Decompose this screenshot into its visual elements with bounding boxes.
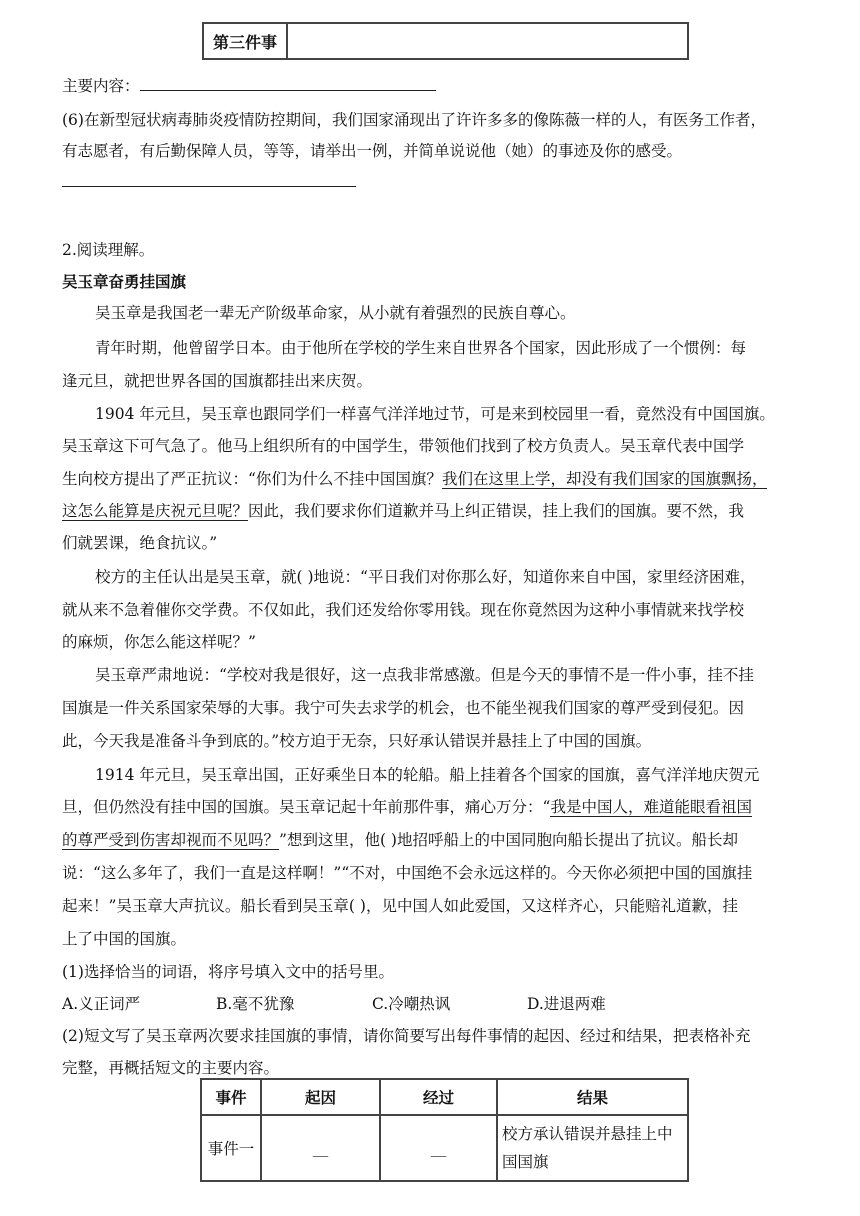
event3-label: 第三件事	[203, 23, 287, 59]
passage-p2-l1: 青年时期，他曾留学日本。由于他所在学校的学生来自世界各个国家，因此形成了一个惯例：每	[95, 339, 747, 357]
passage-p3-l2: 吴玉章这下可气急了。他马上组织所有的中国学生，带领他们找到了校方负责人。吴玉章代表中国学	[62, 437, 745, 455]
q6-line-2: 有志愿者，有后勤保障人员，等等，请举出一例，并简单说说他（她）的事迹及你的感受。	[62, 142, 683, 160]
passage-p6-l1: 1914 年元旦，吴玉章出国，正好乘坐日本的轮船。船上挂着各个国家的国旗，喜气洋洋地庆贺元	[95, 766, 760, 784]
q1-option-c: C.冷嘲热讽	[372, 995, 451, 1013]
passage-p4-l3: 的麻烦，你怎么能这样呢？”	[62, 633, 256, 651]
header-result: 结果	[497, 1079, 688, 1115]
passage-p3-l4	[62, 501, 744, 521]
passage-p6-l4: 说：“这么多年了，我们一直是这样啊！”“不对，中国绝不会永远这样的。今天你必须把中国的国旗挂	[62, 864, 753, 882]
q2-line-1: (2)短文写了吴玉章两次要求挂国旗的事情，请你简要写出每件事情的起因、经过和结果，把表格补充	[62, 1027, 751, 1045]
row1-result-line2: 国国旗	[502, 1153, 549, 1171]
underlined-sentence-1b: 这怎么能算是庆祝元旦呢？	[62, 502, 249, 520]
passage-p5-l1: 吴玉章严肃地说：“学校对我是很好，这一点我非常感激。但是今天的事情不是一件小事，挂不挂	[95, 666, 754, 684]
passage-p3-l3	[62, 469, 767, 489]
passage-title: 吴玉章奋勇挂国旗	[62, 273, 187, 291]
passage-p3-l4-text: 因此，我们要求你们道歉并马上纠正错误，挂上我们的国旗。要不然，我	[248, 502, 745, 520]
section-heading: 2.阅读理解。	[62, 241, 155, 259]
header-event: 事件	[201, 1079, 261, 1115]
q1-option-a: A.义正词严	[62, 995, 141, 1013]
passage-p3-l5: 们就罢课，绝食抗议。”	[62, 534, 218, 552]
passage-p6-l3	[62, 830, 738, 850]
passage-p6-l6: 上了中国的国旗。	[62, 930, 187, 948]
passage-p5-l3: 此，今天我是准备斗争到底的。”校方迫于无奈，只好承认错误并悬挂上了中国的国旗。	[62, 732, 652, 750]
row1-cause-blank[interactable]: __	[261, 1115, 380, 1181]
main-content-blank[interactable]	[140, 76, 436, 91]
q2-line-2: 完整，再概括短文的主要内容。	[62, 1059, 280, 1077]
passage-p6-l2-text: 旦，但仍然没有挂中国的国旗。吴玉章记起十年前那件事，痛心万分：“	[62, 798, 551, 816]
events-table	[200, 1078, 689, 1182]
event3-answer-cell[interactable]	[287, 23, 688, 59]
header-process: 经过	[380, 1079, 497, 1115]
underlined-sentence-2b: 的尊严受到伤害却视而不见吗？	[62, 831, 280, 849]
row1-result	[497, 1115, 688, 1181]
q6-line-1: (6)在新型冠状病毒肺炎疫情防控期间，我们国家涌现出了许许多多的像陈薇一样的人，有医务工作者，	[62, 111, 766, 129]
main-content-prompt	[62, 76, 436, 96]
passage-p5-l2: 国旗是一件关系国家荣辱的大事。我宁可失去求学的机会，也不能坐视我们国家的尊严受到侵犯。因	[62, 699, 745, 717]
main-content-label: 主要内容：	[62, 77, 140, 95]
passage-p3-l3-text: 生向校方提出了严正抗议：“你们为什么不挂中国国旗？	[62, 470, 442, 488]
passage-p4-l2: 就从来不急着催你交学费。不仅如此，我们还发给你零用钱。现在你竟然因为这种小事情就来找学校	[62, 601, 745, 619]
q6-answer-blank[interactable]	[62, 186, 356, 187]
row1-result-line1: 校方承认错误并悬挂上中	[502, 1125, 673, 1143]
top-event-table	[202, 22, 689, 60]
header-cause: 起因	[261, 1079, 380, 1115]
underlined-sentence-2a: 我是中国人，难道能眼看祖国	[550, 798, 752, 816]
q1-option-b: B.毫不犹豫	[216, 995, 295, 1013]
passage-p4-l1: 校方的主任认出是吴玉章，就( )地说：“平日我们对你那么好，知道你来自中国，家里经济困难，	[95, 568, 756, 586]
underlined-sentence-1a: 我们在这里上学，却没有我们国家的国旗飘扬，	[441, 470, 768, 488]
passage-p6-l5: 起来！”吴玉章大声抗议。船长看到吴玉章( )，见中国人如此爱国，又这样齐心，只能赔礼道歉，挂	[62, 897, 738, 915]
passage-p6-l2	[62, 797, 752, 817]
row1-event: 事件一	[201, 1115, 261, 1181]
passage-p3-l1: 1904 年元旦，吴玉章也跟同学们一样喜气洋洋地过节，可是来到校园里一看，竟然没有中国国旗。	[95, 405, 775, 423]
passage-p6-l3-text: ”想到这里，他( )地招呼船上的中国同胞向船长提出了抗议。船长却	[279, 831, 738, 849]
q1-text: (1)选择恰当的词语，将序号填入文中的括号里。	[62, 963, 394, 981]
passage-p1: 吴玉章是我国老一辈无产阶级革命家，从小就有着强烈的民族自尊心。	[95, 304, 576, 322]
q1-option-d: D.进退两难	[527, 995, 606, 1013]
row1-process-blank[interactable]: __	[380, 1115, 497, 1181]
passage-p2-l2: 逢元旦，就把世界各国的国旗都挂出来庆贺。	[62, 372, 373, 390]
